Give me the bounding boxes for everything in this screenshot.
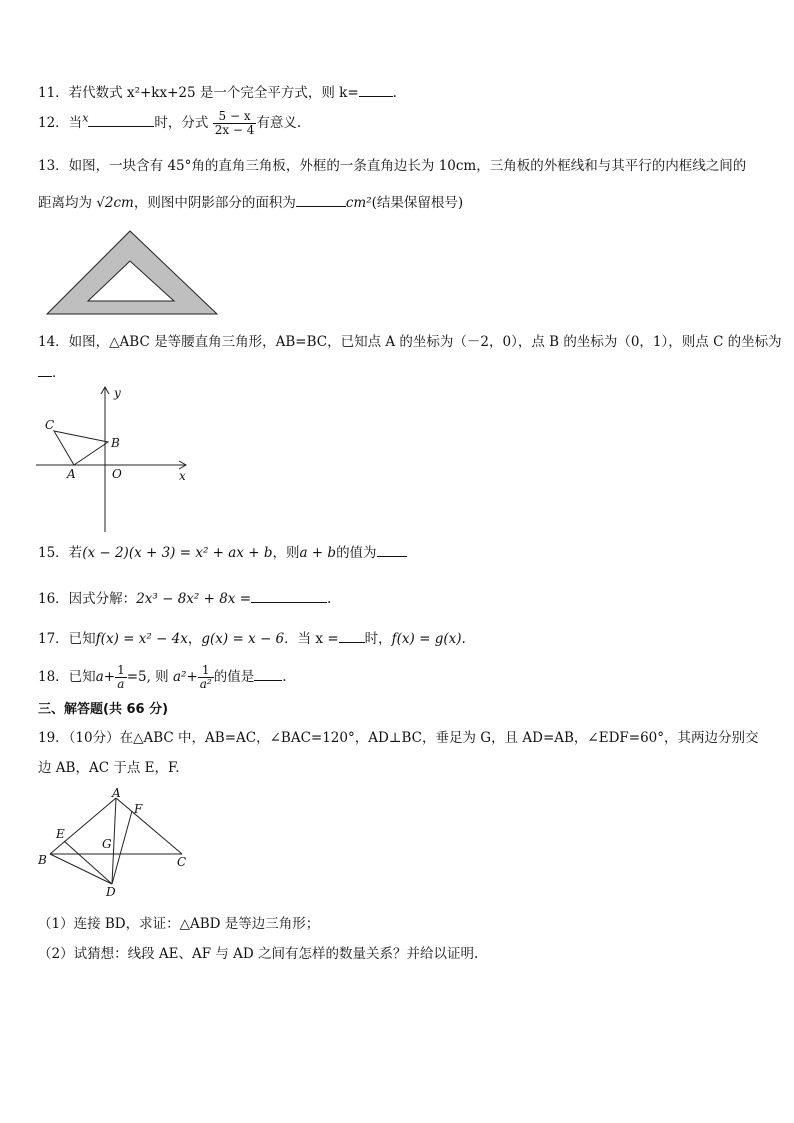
label-e: E <box>56 827 65 841</box>
question-13-line2: 距离均为 √2cm，则图中阴影部分的面积为 cm²(结果保留根号) <box>38 195 464 211</box>
question-12: 12．当$^x$ 时，分式 $\frac{5 - x}{2x - 4}$ 有意义. <box>38 109 302 138</box>
label-a: A <box>67 467 76 481</box>
answer-blank <box>296 194 346 207</box>
label-g: G <box>102 837 112 851</box>
label-x: x <box>179 469 186 483</box>
question-19-line2: 边 AB，AC 于点 E，F. <box>38 760 180 776</box>
fraction: $\frac{5 - x}{2x - 4}$ <box>214 109 255 138</box>
answer-blank <box>377 544 407 557</box>
question-17: 17．已知f(x) = x² − 4x，g(x) = x − 6．当 x = 时，f(x) = g(x). <box>38 631 466 647</box>
question-13-line1: 13．如图，一块含有 45°角的直角三角板，外框的一条直角边长为 10cm，三角板的外框线和与其平行的内框线之间的 <box>38 158 747 174</box>
label-a: A <box>112 786 121 800</box>
segment-bd <box>50 854 112 884</box>
question-14-line1: 14．如图，△ABC 是等腰直角三角形，AB=BC，已知点 A 的坐标为（－2，0），点 B 的坐标为（0，1），则点 C 的坐标为 <box>38 334 782 350</box>
question-11: 11．若代数式 x²+kx+25 是一个完全平方式，则 k= . <box>38 85 397 101</box>
segment-ac <box>116 798 182 854</box>
label-y: y <box>114 386 121 400</box>
question-18: 18．已知a+ $\frac{1}{a}$ =5, 则 a²+ $\frac{1}{\text{a²}}$ 的值是 . <box>38 663 287 692</box>
label-b: B <box>38 853 47 867</box>
question-14-line2: ． <box>38 364 66 381</box>
label-c: C <box>45 418 55 432</box>
coordinate-figure <box>36 384 196 534</box>
answer-blank <box>251 590 327 603</box>
label-f: F <box>134 802 143 816</box>
question-15: 15．若(x − 2)(x + 3) = x² + ax + b，则a + b的值为 <box>38 544 407 561</box>
fraction: $\frac{1}{\text{a²}}$ <box>199 663 212 692</box>
label-c: C <box>177 855 187 869</box>
triangle-ruler-figure <box>44 228 220 316</box>
triangle-abc <box>54 431 108 465</box>
fraction: $\frac{1}{a}$ <box>117 663 125 692</box>
answer-blank <box>88 114 154 127</box>
section-title: 三、解答题(共 66 分) <box>38 702 169 717</box>
question-16: 16．因式分解：2x³ − 8x² + 8x = . <box>38 591 332 607</box>
label-d: D <box>106 885 116 898</box>
question-19-line1: 19．（10分）在△ABC 中，AB=AC，∠BAC=120°，AD⊥BC，垂足为 G，且 AD=AB，∠EDF=60°，其两边分别交 <box>38 730 759 746</box>
geometry-figure <box>36 786 196 898</box>
label-b: B <box>111 436 120 450</box>
question-19-part2: （2）试猜想：线段 AE、AF 与 AD 之间有怎样的数量关系？并给以证明. <box>38 946 479 962</box>
answer-blank <box>254 668 282 681</box>
question-19-part1: （1）连接 BD，求证：△ABD 是等边三角形； <box>38 916 320 932</box>
answer-blank <box>339 630 365 643</box>
answer-blank <box>359 84 393 97</box>
label-o: O <box>112 467 122 481</box>
answer-blank <box>38 364 52 377</box>
